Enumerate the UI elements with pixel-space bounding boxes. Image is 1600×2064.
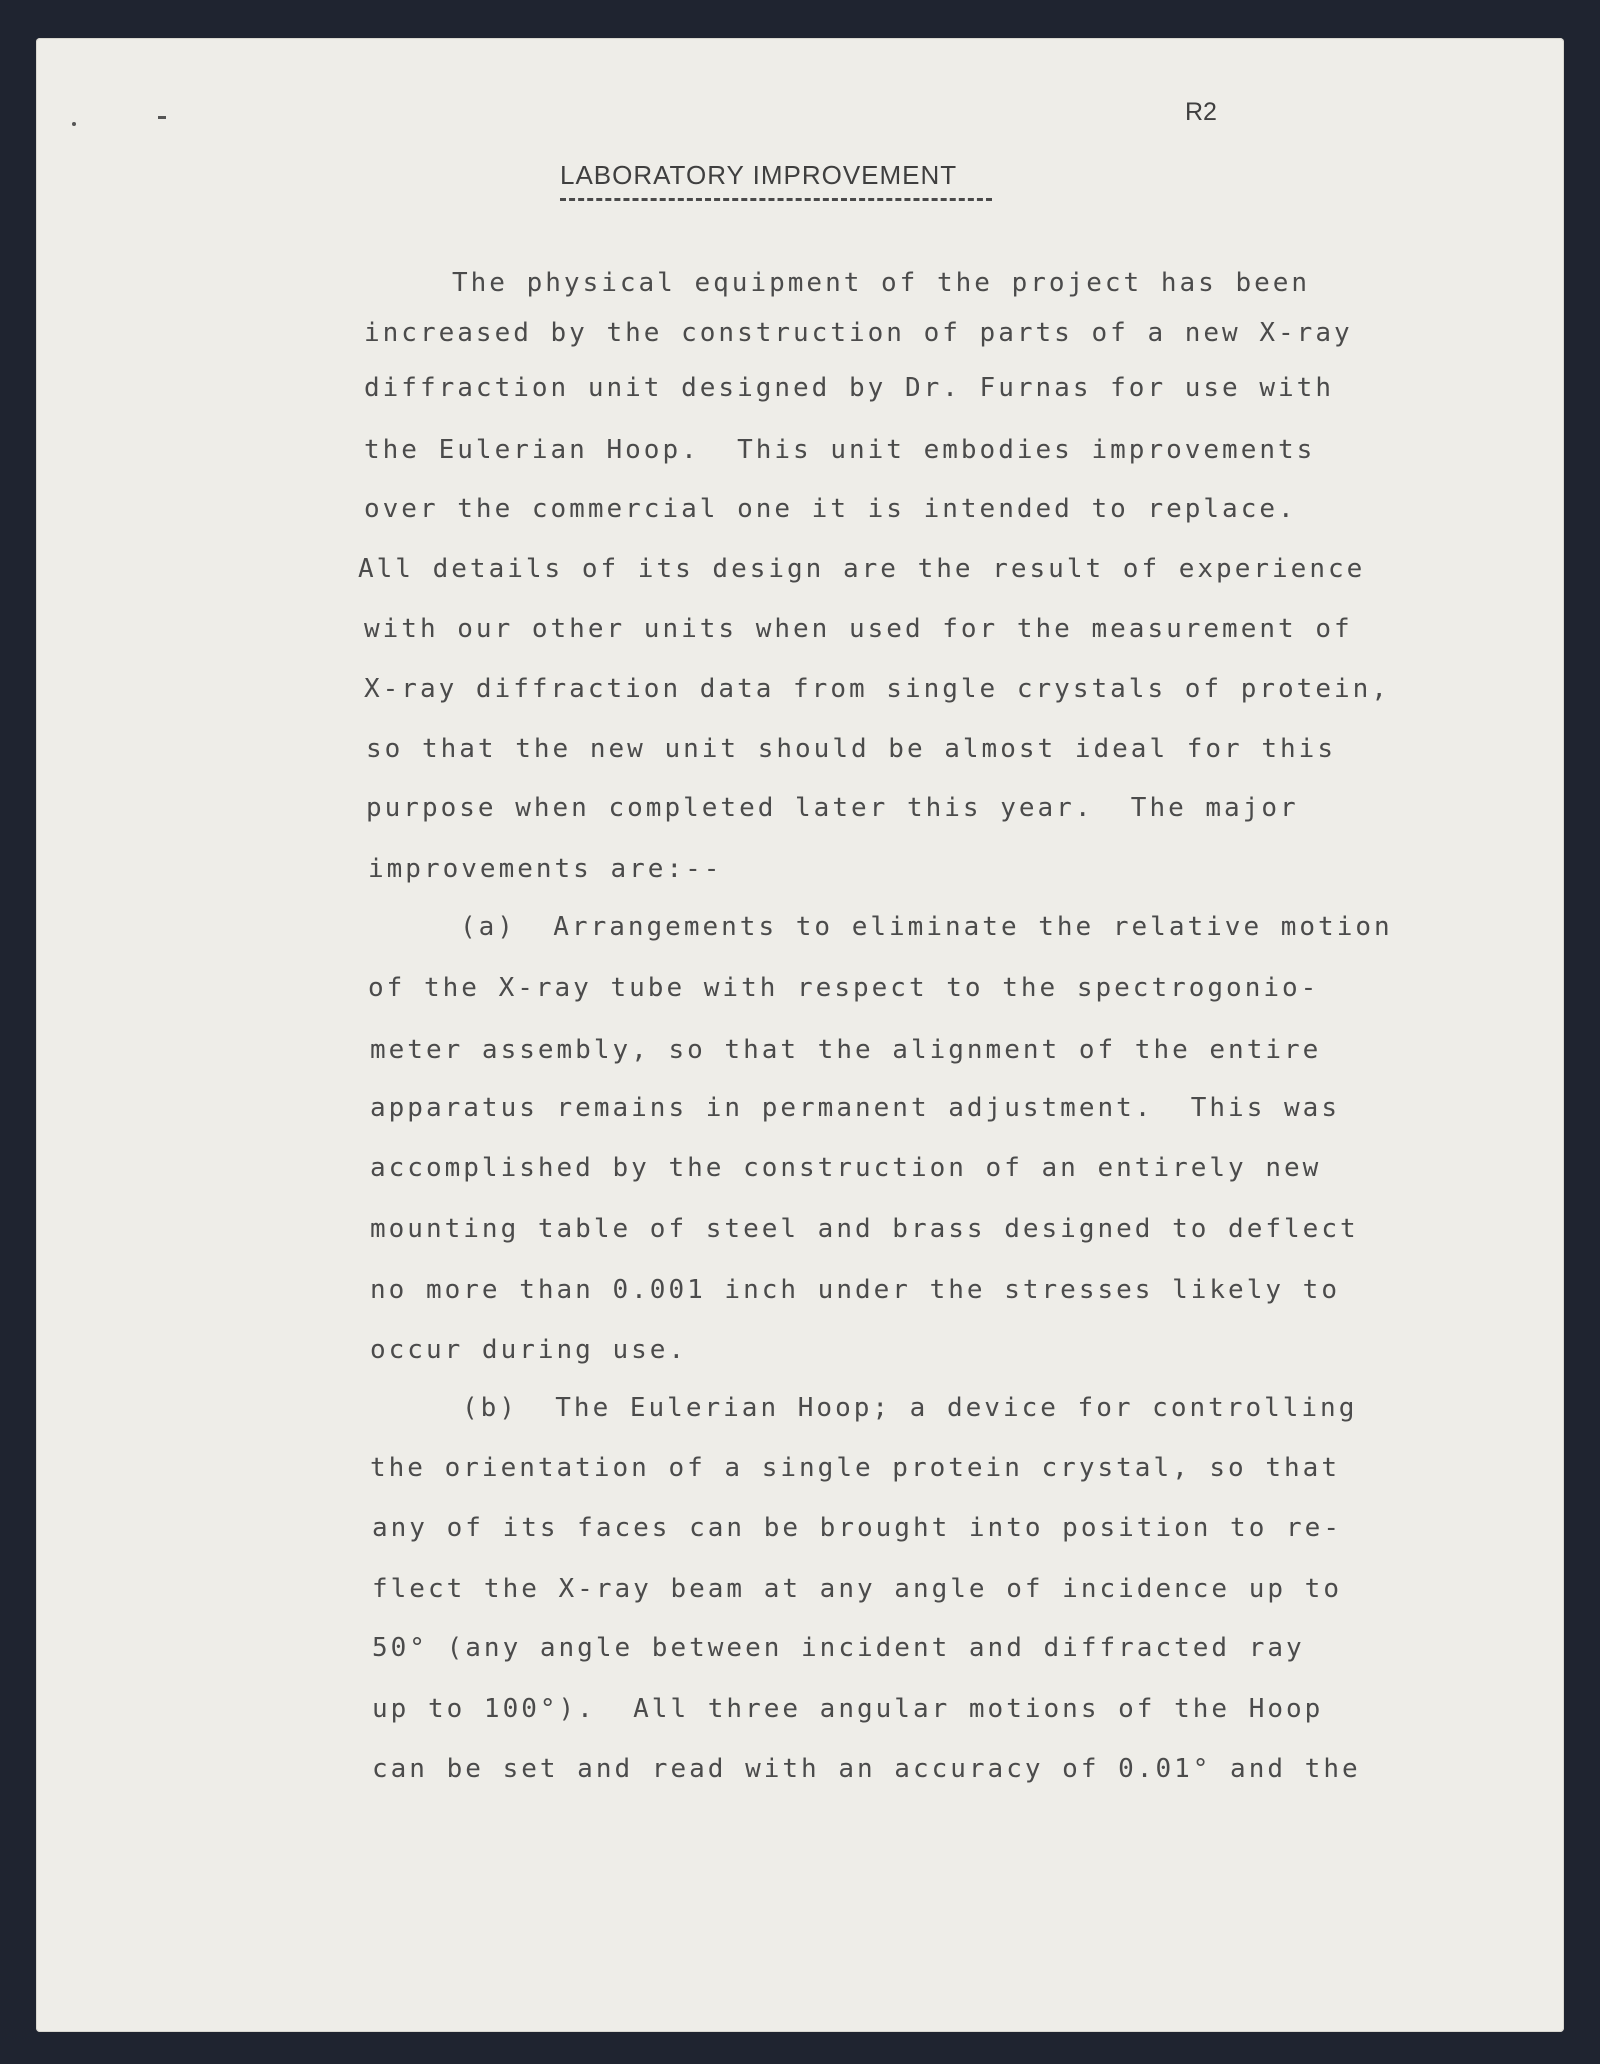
text-line: X-ray diffraction data from single crystals of protein,	[364, 674, 1390, 704]
text-line: flect the X-ray beam at any angle of incidence up to	[372, 1574, 1342, 1604]
text-line: with our other units when used for the measurement of	[364, 614, 1353, 644]
text-line: over the commercial one it is intended to replace.	[364, 494, 1297, 524]
text-line: purpose when completed later this year. The major	[366, 793, 1299, 823]
text-line: The physical equipment of the project has been	[452, 268, 1311, 298]
text-line: the orientation of a single protein crystal, so that	[370, 1453, 1340, 1483]
heading-underline	[560, 198, 992, 201]
text-line: increased by the construction of parts of a new X-ray	[364, 318, 1353, 348]
text-line: 50° (any angle between incident and diffracted ray	[372, 1633, 1305, 1663]
text-line: improvements are:--	[368, 854, 723, 884]
text-line: diffraction unit designed by Dr. Furnas for use with	[364, 373, 1334, 403]
text-line: All details of its design are the result of experience	[358, 554, 1366, 584]
text-line: can be set and read with an accuracy of 0.01° and the	[372, 1754, 1361, 1784]
text-line: of the X-ray tube with respect to the spectrogonio-	[368, 973, 1320, 1003]
text-line: meter assembly, so that the alignment of the entire	[370, 1035, 1322, 1065]
stray-mark	[158, 116, 166, 119]
page-number: R2	[1185, 98, 1217, 126]
text-line: so that the new unit should be almost ideal for this	[366, 734, 1336, 764]
text-line: up to 100°). All three angular motions of the Hoop	[372, 1694, 1324, 1724]
text-line: (b) The Eulerian Hoop; a device for controlling	[462, 1393, 1358, 1423]
stray-mark	[72, 122, 76, 126]
text-line: no more than 0.001 inch under the stresses likely to	[370, 1275, 1340, 1305]
page-heading: LABORATORY IMPROVEMENT	[560, 160, 958, 190]
text-line: any of its faces can be brought into position to re-	[372, 1513, 1342, 1543]
text-line: occur during use.	[370, 1335, 688, 1365]
text-line: mounting table of steel and brass designed to deflect	[370, 1214, 1359, 1244]
text-line: accomplished by the construction of an entirely new	[370, 1153, 1322, 1183]
text-line: apparatus remains in permanent adjustment. This was	[370, 1093, 1340, 1123]
text-line: the Eulerian Hoop. This unit embodies improvements	[364, 435, 1316, 465]
text-line: (a) Arrangements to eliminate the relative motion	[460, 912, 1393, 942]
